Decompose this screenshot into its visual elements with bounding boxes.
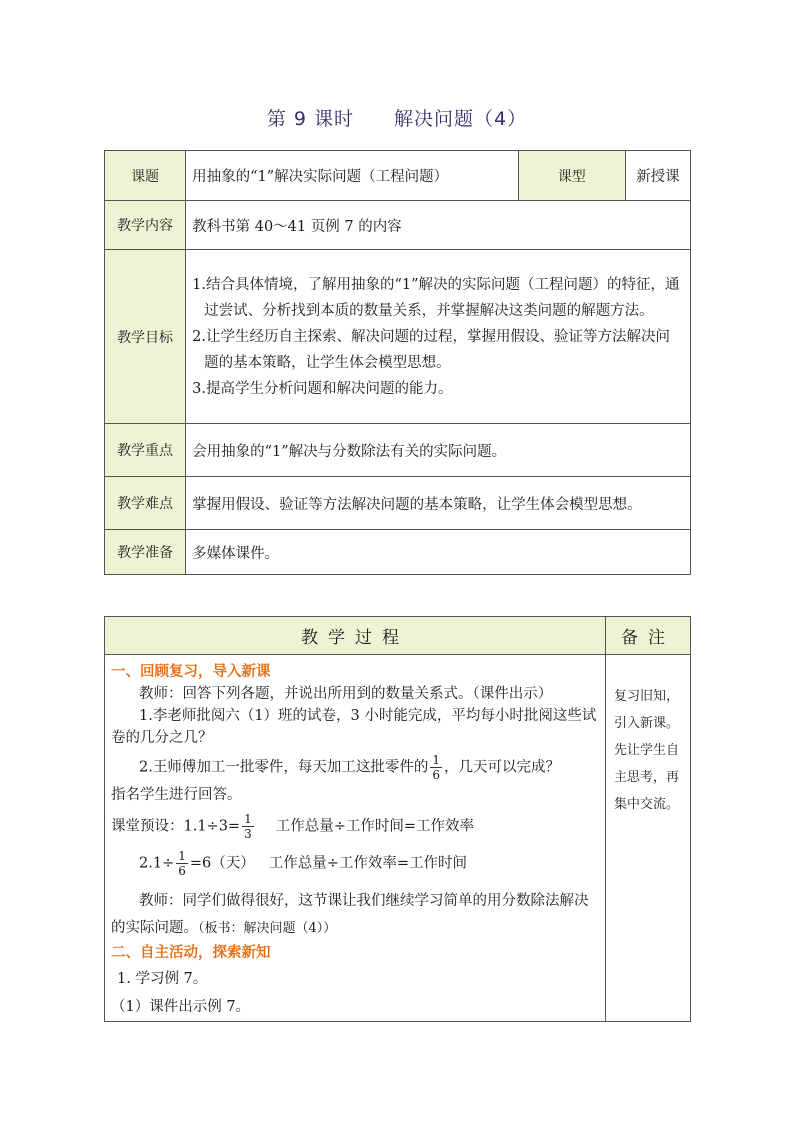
preset-2-text: 2.1÷ bbox=[139, 855, 175, 872]
section-1-heading: 一、回顾复习，导入新课 bbox=[111, 664, 271, 680]
lesson-topic: 解决问题（4） bbox=[394, 108, 528, 130]
page-title bbox=[0, 104, 794, 131]
fraction-denominator: 3 bbox=[244, 827, 252, 841]
row-key bbox=[105, 424, 691, 477]
teacher-prompt-2-text: 教师：同学们做得很好，这节课让我们继续学习简单的用分数除法解决的实际问题。 bbox=[111, 893, 589, 936]
difficulty-value: 掌握用假设、验证等方法解决问题的基本策略，让学生体会模型思想。 bbox=[186, 477, 691, 530]
process-header-row bbox=[105, 617, 691, 655]
goals-value bbox=[186, 250, 691, 424]
process-body-row bbox=[105, 655, 691, 1022]
preset-1-fraction bbox=[242, 812, 254, 841]
prep-label: 教学准备 bbox=[105, 530, 186, 575]
row-prep bbox=[105, 530, 691, 575]
content-value: 教科书第 40～41 页例 7 的内容 bbox=[186, 201, 691, 250]
step-1: 1. 学习例 7。 bbox=[117, 971, 208, 987]
fraction-denominator: 6 bbox=[178, 864, 186, 878]
process-head: 教学过程 bbox=[105, 617, 606, 655]
goal-1: 1.结合具体情境，了解用抽象的“1”解决的实际问题（工程问题）的特征，通过尝试、分析找到本质的数量关系，并掌握解决这类问题的解题方法。 bbox=[192, 276, 680, 319]
subject-label: 课题 bbox=[105, 151, 186, 201]
goals-label: 教学目标 bbox=[105, 250, 186, 424]
difficulty-label: 教学难点 bbox=[105, 477, 186, 530]
question-2-text-b: ，几天可以完成？ bbox=[443, 759, 560, 776]
subject-value: 用抽象的“1”解决实际问题（工程问题） bbox=[186, 151, 519, 201]
goal-2: 2.让学生经历自主探索、解决问题的过程，掌握用假设、验证等方法解决问题的基本策略，让学生体会模型思想。 bbox=[192, 328, 670, 371]
row-content bbox=[105, 201, 691, 250]
row-subject bbox=[105, 151, 691, 201]
lesson-info-table bbox=[104, 150, 691, 575]
question-2-fraction bbox=[430, 753, 442, 782]
question-1: 1.李老师批阅六（1）班的试卷，3 小时能完成，平均每小时批阅这些试卷的几分之几？ bbox=[111, 708, 597, 746]
teaching-process-table bbox=[104, 616, 691, 1022]
fraction-numerator: 1 bbox=[244, 812, 252, 826]
lesson-number: 第 9 课时 bbox=[266, 108, 355, 130]
key-value: 会用抽象的“1”解决与分数除法有关的实际问题。 bbox=[186, 424, 691, 477]
teacher-prompt-2 bbox=[111, 888, 599, 942]
question-2 bbox=[111, 753, 599, 782]
board-note: （板书：解决问题（4）） bbox=[198, 921, 337, 936]
section-2-heading: 二、自主活动，探索新知 bbox=[111, 945, 271, 961]
question-2-followup: 指名学生进行回答。 bbox=[111, 787, 242, 803]
preset-2-fraction bbox=[176, 849, 188, 878]
note-head: 备注 bbox=[606, 617, 691, 655]
fraction-numerator: 1 bbox=[432, 753, 440, 767]
teacher-prompt-1: 教师：回答下列各题，并说出所用到的数量关系式。（课件出示） bbox=[139, 686, 553, 702]
preset-1-text: 课堂预设：1.1÷3= bbox=[111, 818, 241, 835]
preset-1-relation: 工作总量÷工作时间=工作效率 bbox=[275, 818, 475, 835]
preset-2-relation: 工作总量÷工作效率=工作时间 bbox=[268, 855, 468, 872]
prep-value: 多媒体课件。 bbox=[186, 530, 691, 575]
preset-2-result: =6（天） bbox=[189, 855, 255, 872]
preset-2 bbox=[111, 849, 599, 878]
key-label: 教学重点 bbox=[105, 424, 186, 477]
preset-1 bbox=[111, 812, 599, 841]
content-label: 教学内容 bbox=[105, 201, 186, 250]
step-1a: （1）课件出示例 7。 bbox=[111, 999, 251, 1015]
fraction-numerator: 1 bbox=[178, 849, 186, 863]
process-body bbox=[105, 655, 606, 1022]
process-note: 复习旧知，引入新课。先让学生自主思考，再集中交流。 bbox=[606, 655, 691, 1022]
question-2-text-a: 2.王师傅加工一批零件，每天加工这批零件的 bbox=[139, 759, 429, 776]
type-label: 课型 bbox=[518, 151, 625, 201]
type-value: 新授课 bbox=[625, 151, 690, 201]
row-difficulty bbox=[105, 477, 691, 530]
goal-3: 3.提高学生分析问题和解决问题的能力。 bbox=[192, 380, 453, 397]
fraction-denominator: 6 bbox=[432, 768, 440, 782]
row-goals bbox=[105, 250, 691, 424]
